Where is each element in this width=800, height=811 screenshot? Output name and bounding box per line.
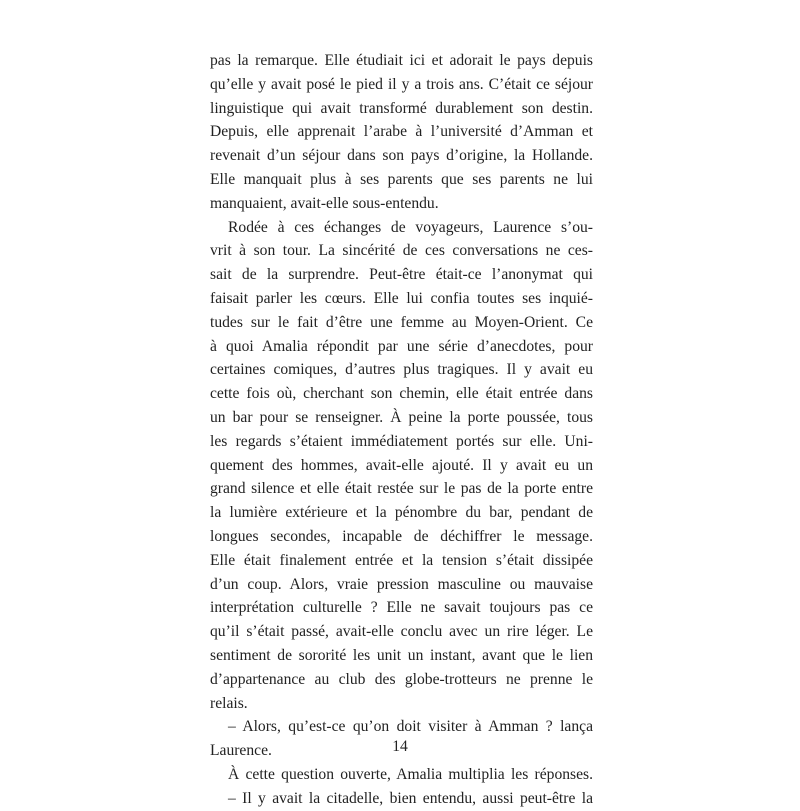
page-body-text [210,49,593,811]
text-line: Depuis, elle apprenait l’arabe à l’université d’Amman et [210,123,593,141]
text-line: à quoi Amalia répondit par une série d’anecdotes, pour [210,337,593,355]
text-line: certaines comiques, d’autres plus tragiques. Il y avait eu [210,361,593,379]
text-line: vrit à son tour. La sincérité de ces conversations ne ces- [210,242,593,260]
text-line: cette fois où, cherchant son chemin, elle était entrée dans [210,385,593,403]
text-line: Rodée à ces échanges de voyageurs, Laurence s’ou- [228,218,593,236]
text-line: manquaient, avait-elle sous-entendu. [210,194,439,212]
text-line: linguistique qui avait transformé durablement son destin. [210,99,593,117]
text-line: d’un coup. Alors, vraie pression masculine ou mauvaise [210,575,593,593]
text-line: sentiment de sororité les unit un instant, avant que le lien [210,646,593,664]
text-line: revenait d’un séjour dans son pays d’origine, la Hollande. [210,147,593,165]
text-line: interprétation culturelle ? Elle ne savait toujours pas ce [210,599,593,617]
text-line: – Alors, qu’est-ce qu’on doit visiter à Amman ? lança [228,718,593,736]
text-line: À cette question ouverte, Amalia multiplia les réponses. [228,765,593,783]
text-line: faisait parler les cœurs. Elle lui confia toutes ses inquié- [210,289,593,307]
text-line: – Il y avait la citadelle, bien entendu, aussi peut-être la [228,789,593,807]
page-number: 14 [392,738,408,755]
text-line: grand silence et elle était restée sur le pas de la porte entre [210,480,593,498]
text-line: sait de la surprendre. Peut-être était-ce l’anonymat qui [210,266,593,284]
text-line: la lumière extérieure et la pénombre du bar, pendant de [210,504,593,522]
text-line: Laurence. [210,742,272,760]
text-line: un bar pour se renseigner. À peine la porte poussée, tous [210,408,593,426]
text-line: les regards s’étaient immédiatement portés sur elle. Uni- [210,432,593,450]
text-line: qu’elle y avait posé le pied il y a trois ans. C’était ce séjour [210,75,593,93]
text-line: Elle était finalement entrée et la tension s’était dissipée [210,551,593,569]
text-line: relais. [210,694,248,712]
text-line: d’appartenance au club des globe-trotteurs ne prenne le [210,670,593,688]
text-line: Elle manquait plus à ses parents que ses parents ne lui [210,170,593,188]
text-line: longues secondes, incapable de déchiffrer le message. [210,527,593,545]
text-line: qu’il s’était passé, avait-elle conclu avec un rire léger. Le [210,623,593,641]
text-line: tudes sur le fait d’être une femme au Moyen-Orient. Ce [210,313,593,331]
text-line: quement des hommes, avait-elle ajouté. Il y avait eu un [210,456,593,474]
text-line: pas la remarque. Elle étudiait ici et adorait le pays depuis [210,52,593,69]
